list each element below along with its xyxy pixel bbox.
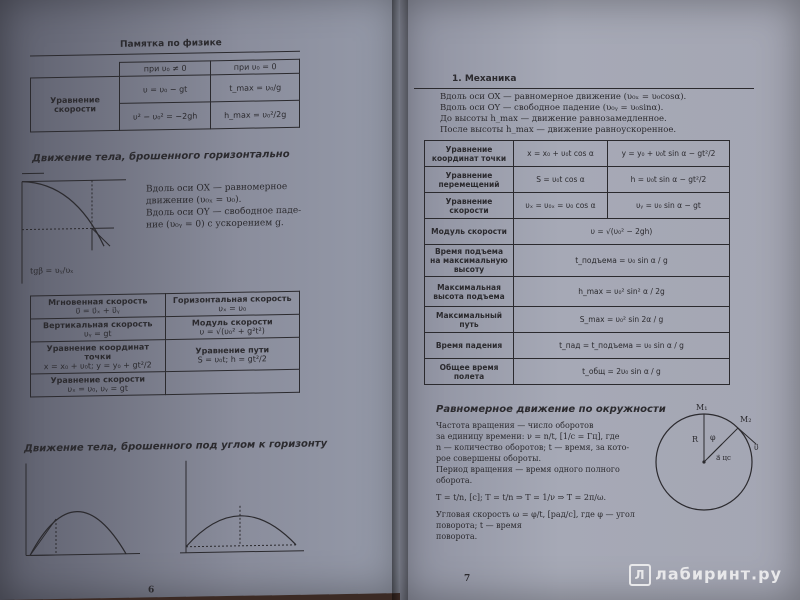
circle-section-title: Равномерное движение по окружности — [436, 404, 666, 415]
label-a: a⃗ цс — [716, 454, 731, 462]
horizontal-grid-table: Мгновенная скорость υ⃗ = υ⃗ₓ + υ⃗ᵧ Горизонтальная скорость υₓ = υ₀ Вертикальная скорость υᵧ = gt Модуль скорости υ = √(υ₀² + g²t²) Уравнение координат точки x = x₀ + υ₀t; y = y₀ + gt²/2 Уравнение пути S = υ₀t; h = gt²/2 Уравнение скорости υₓ = υ₀, υᵧ = gt — [30, 291, 300, 398]
section-horizontal-title: Движение тела, брошенного горизонтально — [32, 148, 290, 165]
watermark: Л лабиринт.ру — [629, 564, 782, 586]
col-v0-nonzero: при υ₀ ≠ 0 — [120, 61, 211, 77]
label-v: υ⃗ — [754, 443, 759, 452]
circle-text: Частота вращения — число оборотов за единицу времени: ν = n/t, [1/c = Гц], где n — количество оборотов; t — время, за кото- рое совершены обороты. Период вращения — время одного полного оборота. T = t/n, [c]; T = t/n ⇒ T = 1/ν ⇒ T = 2π/ω. Угловая скорость ω = φ/t, [рад/с], где φ — угол поворота; t — время поворота. — [436, 421, 635, 541]
horizontal-text: Вдоль оси OX — равномерное движение (υ₀ₓ = υ₀). Вдоль оси OY — свободное паде- ние (υ₀ᵧ = 0) с ускорением g. — [146, 181, 302, 231]
tg-beta-formula: tgβ = υᵧ/υₓ — [30, 265, 74, 276]
cell-r2c2: h_max = υ₀²/2g — [211, 100, 300, 129]
label-m2: M₂ — [740, 415, 752, 424]
velocity-equation-label: Уравнение скорости — [31, 76, 120, 132]
labirint-logo-icon: Л — [629, 564, 651, 586]
cell-r1c2: t_max = υ₀/g — [211, 73, 300, 102]
right-header: 1. Механика — [452, 74, 517, 84]
left-page-number: 6 — [148, 585, 155, 596]
label-phi: φ — [710, 433, 716, 442]
left-header: Памятка по физике — [120, 38, 222, 50]
right-header-rule — [414, 88, 754, 89]
cell-r1c1: υ = υ₀ − gt — [120, 75, 211, 104]
angle-throw-diagram-2 — [170, 455, 310, 561]
circle-motion-diagram — [642, 398, 766, 522]
right-page-number: 7 — [464, 574, 471, 584]
right-intro: Вдоль оси OX — равномерное движение (υ₀ₓ = υ₀cosα). Вдоль оси OY — свободное падение (υ₀ᵧ = υ₀sinα). До высоты h_max — движение равнозамедленное. После высоты h_max — движение равноускоренное. — [440, 92, 687, 135]
angle-motion-table: Уравнение координат точки x = x₀ + υ₀t cos α y = y₀ + υ₀t sin α − gt²/2 Уравнение перемещений S = υ₀t cos α h = υ₀t sin α − gt²/2 Уравнение скорости υₓ = υ₀ₓ = υ₀ cos α υᵧ = υ₀ sin α − gt Модуль скорости υ = √(υ₀² − 2gh) Время подъема на максимальную высоту t_подъема = υ₀ sin α / g Максимальная высота подъема h_max = υ₀² sin² α / 2g Максимальный путь S_max = υ₀² sin 2α / g Время падения t_пад = t_подъема = υ₀ sin α / g Общее время полета t_общ = 2υ₀ sin α / g — [424, 140, 730, 385]
col-v0-zero: при υ₀ = 0 — [211, 59, 300, 75]
label-m1: M₁ — [696, 403, 708, 412]
book-spine — [392, 0, 408, 600]
angle-throw-diagram-1 — [16, 457, 146, 563]
section-angle-title: Движение тела, брошенного под углом к горизонту — [24, 438, 328, 455]
right-page — [400, 0, 800, 600]
left-header-rule — [30, 51, 300, 57]
label-r: R — [692, 435, 699, 444]
velocity-table — [30, 59, 300, 133]
cell-r2c1: υ² − υ₀² = −2gh — [120, 102, 211, 131]
